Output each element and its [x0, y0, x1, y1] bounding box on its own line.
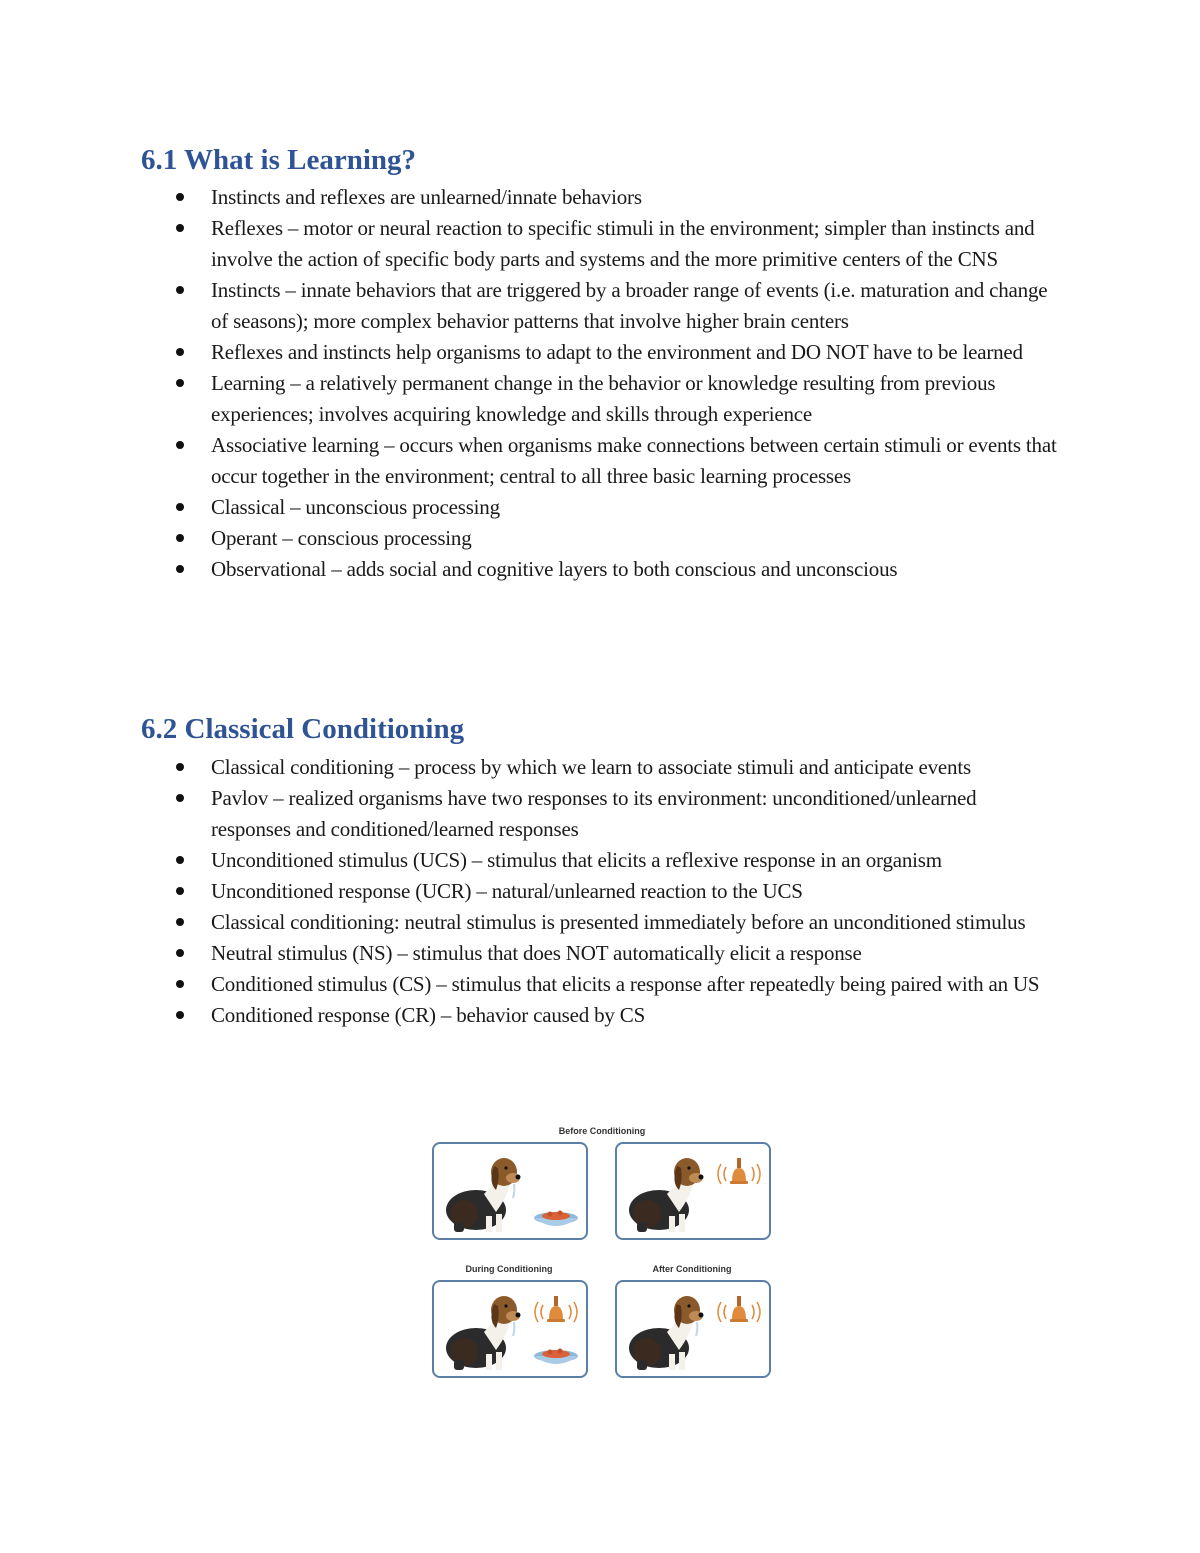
figure-label-after: After Conditioning: [652, 1264, 732, 1274]
conditioning-bullet: Classical conditioning: neutral stimulus is presented immediately before an unconditioned stimulus: [0, 907, 1061, 938]
learning-bullet: Associative learning – occurs when organisms make connections between certain stimuli or events that occur together in the environment; central to all three basic learning processes: [0, 430, 1061, 492]
learning-bullet: Observational – adds social and cognitive layers to both conscious and unconscious: [0, 554, 1061, 585]
conditioning-bullet: Unconditioned response (UCR) – natural/unlearned reaction to the UCS: [0, 876, 1061, 907]
dog-icon: [629, 1158, 704, 1232]
panel-after-bell: [615, 1280, 771, 1378]
panel-during-bell-food: [432, 1280, 588, 1378]
dog-icon: [446, 1158, 521, 1232]
section-heading-classical-conditioning: 6.2 Classical Conditioning: [141, 713, 465, 745]
dog-icon: [446, 1296, 521, 1370]
conditioning-bullet: Neutral stimulus (NS) – stimulus that does NOT automatically elicit a response: [0, 938, 1061, 969]
bell-icon: [718, 1158, 760, 1184]
learning-bullet: Reflexes and instincts help organisms to adapt to the environment and DO NOT have to be learned: [0, 337, 1061, 368]
conditioning-bullet: Conditioned stimulus (CS) – stimulus that elicits a response after repeatedly being paired with an US: [0, 969, 1061, 1000]
learning-bullet: Classical – unconscious processing: [0, 492, 1061, 523]
learning-bullet: Operant – conscious processing: [0, 523, 1061, 554]
figure-label-during: During Conditioning: [465, 1264, 553, 1274]
food-bowl-icon: [534, 1349, 578, 1365]
panel-before-bell: [615, 1142, 771, 1240]
bullet-list-classical-conditioning: [0, 752, 1100, 1031]
learning-bullet: Learning – a relatively permanent change in the behavior or knowledge resulting from previous experiences; involves acquiring knowledge and skills through experience: [0, 368, 1061, 430]
conditioning-bullet: Conditioned response (CR) – behavior caused by CS: [0, 1000, 1061, 1031]
food-bowl-icon: [534, 1211, 578, 1227]
dog-icon: [629, 1296, 704, 1370]
figure-label-before: Before Conditioning: [558, 1126, 646, 1136]
conditioning-bullet: Unconditioned stimulus (UCS) – stimulus that elicits a reflexive response in an organism: [0, 845, 1061, 876]
learning-bullet: Reflexes – motor or neural reaction to specific stimuli in the environment; simpler than instincts and involve the action of specific body parts and systems and the more primitive centers of the CNS: [0, 213, 1061, 275]
conditioning-bullet: Pavlov – realized organisms have two responses to its environment: unconditioned/unlearned responses and conditioned/learned responses: [0, 783, 1061, 845]
panel-before-food: [432, 1142, 588, 1240]
bell-icon: [718, 1296, 760, 1322]
section-heading-what-is-learning: 6.1 What is Learning?: [141, 144, 417, 176]
bullet-list-learning: [0, 182, 1100, 585]
bell-icon: [535, 1296, 577, 1322]
learning-bullet: Instincts – innate behaviors that are triggered by a broader range of events (i.e. maturation and change of seasons); more complex behavior patterns that involve higher brain centers: [0, 275, 1061, 337]
learning-bullet: Instincts and reflexes are unlearned/innate behaviors: [0, 182, 1061, 213]
conditioning-bullet: Classical conditioning – process by which we learn to associate stimuli and anticipate events: [0, 752, 1061, 783]
